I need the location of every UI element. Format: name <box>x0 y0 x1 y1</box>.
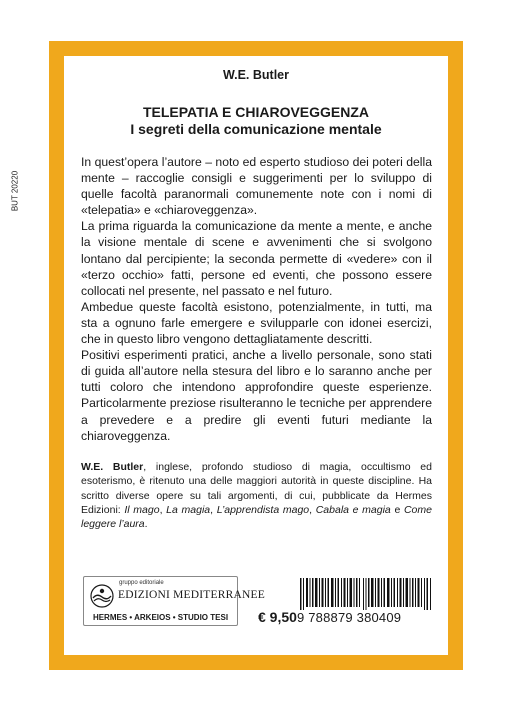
blurb-paragraph: Positivi esperimenti pratici, anche a livello personale, sono stati di guida all’autore nella stesura del libro e lo saranno anche per tutti coloro che intendono approfondire queste esperienze. Particolarmente preziose risulteranno le tecniche per apprendere a prevedere e a predire gli eventi futuri mediante la chiaroveggenza. <box>81 348 432 443</box>
bio-text: , inglese, profondo studioso di magia, occultismo ed esoterismo, è ritenuto una delle maggiori autorità in queste discipline. Ha scritto diverse opere su tali argomenti, di cui, pubblicate da Hermes Edizioni: <box>81 461 432 516</box>
publisher-logo <box>83 576 265 626</box>
book-subtitle: I segreti della comunicazione mentale <box>130 121 382 137</box>
bio-book: L’apprendista mago <box>216 503 310 516</box>
bio-sep: , <box>210 503 217 516</box>
bio-book: Cabala e magia <box>315 503 391 516</box>
bio-name: W.E. Butler <box>81 461 144 473</box>
blurb-paragraph: La prima riguarda la comunicazione da mente a mente, e anche la visione mentale di scene e avvenimenti che si svolgono lontano dal percipiente; la seconda permette di «vedere» con il «terzo occhio» fatti, persone ed eventi, che possono essere collocati nel presente, nel passato e nel futuro. <box>81 219 432 298</box>
side-code <box>8 156 22 226</box>
author-name: W.E. Butler <box>223 68 289 82</box>
price: € 9,50 <box>258 609 297 625</box>
bio-sep: , <box>309 503 316 516</box>
publisher-imprints: HERMES • ARKEIOS • STUDIO TESI <box>92 613 229 622</box>
author-bio <box>81 460 432 531</box>
publisher-emblem-icon <box>90 584 114 608</box>
publisher-group-label: gruppo editoriale <box>119 580 164 586</box>
barcode <box>300 578 432 610</box>
bio-sep: , <box>159 503 167 516</box>
book-title: TELEPATIA E CHIAROVEGGENZA <box>142 104 370 120</box>
blurb-paragraph: In quest’opera l’autore – noto ed esperto studioso dei poteri della mente – raccoglie consigli e suggerimenti per lo sviluppo di quelle facoltà paranormali comunemente note con i nomi di «telepatia» e «chiaroveggenza». <box>81 155 432 218</box>
bio-sep: e <box>390 503 404 516</box>
bio-book: Come leggere l’aura <box>81 503 432 531</box>
bio-book: La magia <box>166 503 211 516</box>
blurb-text <box>81 154 432 444</box>
publisher-name: EDIZIONI MEDITERRANEE <box>118 589 265 601</box>
blurb-paragraph: Ambedue queste facoltà esistono, potenzialmente, in tutti, ma sta a ognuno farle emergere e svilupparle con idonei esercizi, che in questo libro vengono dettagliatamente descritti. <box>81 299 432 347</box>
bio-book: Il mago <box>124 503 160 516</box>
isbn-number: 9 788879 380409 <box>297 610 402 625</box>
bio-end: . <box>144 518 148 531</box>
side-code-text: BUT 20220 <box>10 170 20 212</box>
